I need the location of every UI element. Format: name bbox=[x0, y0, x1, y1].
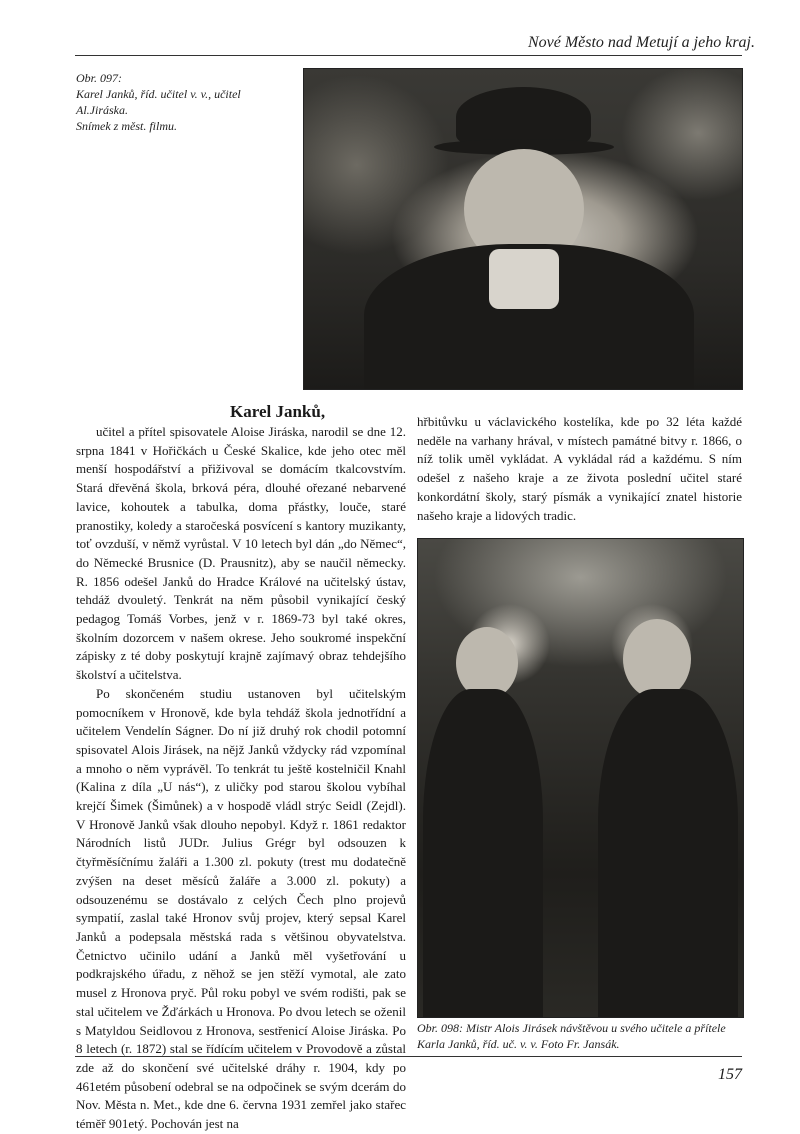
figure-right-body bbox=[598, 689, 738, 1018]
caption-line: Snímek z měst. filmu. bbox=[76, 119, 177, 133]
caption-line: Obr. 097: bbox=[76, 71, 123, 85]
article-right-column bbox=[417, 413, 742, 525]
caption-line: Al.Jiráska. bbox=[76, 103, 128, 117]
article-paragraph: Po skončeném studiu ustanoven byl učitelským pomocníkem v Hronově, kde byla tehdáž škola jednotřídní a učitelem Vendelín Ságner. Do ní již druhý rok chodil potomní spisovatel Alois Jirásek, na nějž Janků vždycky rád vzpomínal a mnoho o něm vyprávěl. To tenkrát tu ještě kostelničil Knahl (Kalina z díla „U nás“), z uličky pod starou školou vybíhal krejčí Šimek (Šimůnek) a v hospodě vládl strýc Seidl (Zejdl). V Hronově Janků však dlouho nepobyl. Když r. 1861 redaktor Národních listů JUDr. Julius Grégr byl odsouzen k čtyřměsíčnímu žaláři a 1.300 zl. pokuty (trest mu dodatečně zvýšen na deset měsíců žaláře a 3.000 zl. pokuty) a odsouzenému se dostávalo z celých Čech plno projevů sympatií, zaslal také Hronov svůj projev, který sepsal Karel Janků a podepsala městská rada s většinou obyvatelstva. Četnictvo učinilo udání a Janků měl vyšetřování u podkrajského úřadu, z něhož se jen stěží vymotal, ale zato musel z Hronova pryč. Půl roku pobyl ve svém rodišti, pak se stal učitelem ve Žďárkách u Hronova. Po dvou letech se oženil s Matyldou Seidlovou z Hronova, sestřenicí Aloise Jiráska. Po 8 letech (r. 1872) stal se řídícím učitelem v Provodově a zůstal zde až do skončení své učitelské dráhy r. 1904, kdy po 461etém působení odebral se na odpočinek se svým dcerám do Nov. Města n. Met., kde dne 6. června 1931 zemřel jako stařec téměř 901etý. Pochován jest na bbox=[76, 685, 406, 1132]
footer-rule bbox=[75, 1056, 742, 1057]
running-header-title: Nové Město nad Metují a jeho kraj. bbox=[527, 34, 755, 51]
caption-line: Obr. 098: Mistr Alois Jirásek návštěvou u svého učitele a přítele bbox=[417, 1021, 726, 1035]
article-left-column bbox=[76, 423, 406, 1134]
portrait-collar bbox=[489, 249, 559, 309]
figure-098-caption bbox=[417, 1020, 747, 1052]
figure-097-caption bbox=[76, 70, 291, 134]
figure-right-head bbox=[623, 619, 691, 699]
article-paragraph: hřbitůvku u václavického kostelíka, kde po 32 léta každé neděle na varhany hrával, v místech památné bitvy r. 1866, o níž tolik uměl vykládat. A vykládal rád a každému. S ním odešel z našeho kraje a ze života poslední učitel staré konkordátní školy, starý písmák a vynikající znatel historie našeho kraje a lidových tradic. bbox=[417, 414, 742, 523]
page-number: 157 bbox=[718, 1066, 742, 1083]
caption-line: Karla Janků, říd. uč. v. v. Foto Fr. Jansák. bbox=[417, 1037, 620, 1051]
article-paragraph: učitel a přítel spisovatele Aloise Jiráska, narodil se dne 12. srpna 1841 v Hořičkách u České Skalice, kde jeho otec měl menší hospodářství a přiživoval se domácím tkalcovstvím. Stará dřevěná škola, brková péra, dlouhé ořezané nebarvené lavice, kohoutek a tabulka, doma přástky, louče, staré pranostiky, koledy a staročeská posvícení s kantory muzikanty, toť ovzduší, v němž vyrůstal. V 10 letech byl dán „do Němec“, do Německé Brusnice (D. Prausnitz), aby se naučil německy. R. 1856 odešel Janků do Hradce Králové na učitelský ústav, tehdáž dvouletý. Tenkrát na něm působil vynikající český pedagog Tomáš Vorbes, jenž v r. 1869-73 byl také okres, školním dozorcem v našem okrese. Jeho soukromé inspekční zápisky z té doby poskytují krajně zajímavý obraz tehdejšího školství a učitelstva. bbox=[76, 424, 406, 683]
caption-line: Karel Janků, říd. učitel v. v., učitel bbox=[76, 87, 241, 101]
portrait-photo-karel-janku bbox=[303, 68, 743, 390]
article-title: Karel Janků, bbox=[230, 402, 326, 421]
header-rule bbox=[75, 55, 742, 56]
figure-left-body bbox=[423, 689, 543, 1018]
photo-jirasek-and-janku bbox=[417, 538, 744, 1018]
portrait-hat bbox=[456, 87, 591, 147]
